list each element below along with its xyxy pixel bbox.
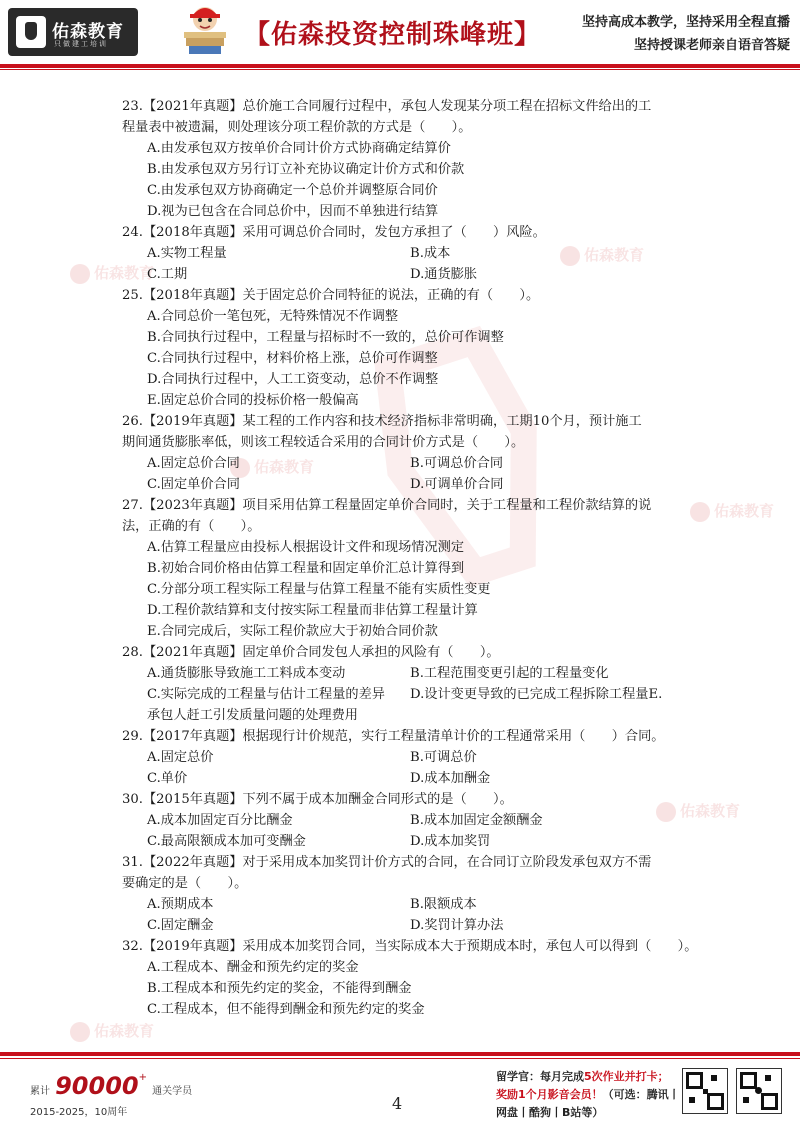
option-item: A.实物工程量: [147, 246, 227, 261]
student-count: [30, 1072, 192, 1100]
option-item: D.工程价款结算和支付按实际工程量而非估算工程量计算: [147, 603, 478, 618]
count-plus: +: [138, 1072, 147, 1083]
promo-line-3: 网盘丨酷狗丨B站等）: [496, 1106, 604, 1119]
page-number: 4: [392, 1094, 403, 1113]
option-item: B.工程成本和预先约定的奖金，不能得到酬金: [147, 981, 412, 996]
option-item: A.合同总价一笔包死，无特殊情况不作调整: [147, 309, 399, 324]
footer-divider: [0, 1052, 800, 1056]
watermark: 佑森教育: [560, 244, 644, 266]
slogan-line-2: 坚持授课老师亲自语音答疑: [633, 38, 790, 53]
option-item: A.估算工程量应由投标人根据设计文件和现场情况测定: [147, 540, 465, 555]
question-stem: 25.【2018年真题】关于固定总价合同特征的说法，正确的有（ ）。: [122, 288, 540, 303]
option-item: C.固定单价合同: [147, 477, 240, 492]
option-item: A.工程成本、酬金和预先约定的奖金: [147, 960, 359, 975]
question-stem: 30.【2015年真题】下列不属于成本加酬金合同形式的是（ ）。: [122, 792, 513, 807]
promo-line-1: 留学官：每月完成5次作业并打卡；: [496, 1070, 669, 1083]
option-item: B.成本: [410, 246, 451, 261]
page-title: 【佑森投资控制珠峰班】: [244, 20, 542, 50]
option-item: A.通货膨胀导致施工工料成本变动: [147, 666, 346, 681]
option-item: D.视为已包含在合同总价中，因而不单独进行结算: [147, 204, 439, 219]
option-item: C.由发承包双方协商确定一个总价并调整原合同价: [147, 183, 438, 198]
option-item: D.通货膨胀: [410, 267, 478, 282]
option-item: D.奖罚计算办法: [410, 918, 504, 933]
option-item: A.固定总价: [147, 750, 214, 765]
watermark: 佑森教育: [230, 456, 314, 478]
option-item: D.可调单价合同: [410, 477, 504, 492]
question-stem: 期间通货膨胀率低，则该工程较适合采用的合同计价方式是（ ）。: [122, 435, 525, 450]
option-item: B.工程范围变更引起的工程量变化: [410, 666, 609, 681]
option-item: B.限额成本: [410, 897, 477, 912]
anniversary-text: 2015-2025，10周年: [30, 1107, 128, 1118]
question-stem: 32.【2019年真题】采用成本加奖罚合同，当实际成本大于预期成本时，承包人可以得到（ ）。: [122, 939, 698, 954]
question-stem: 程量表中被遗漏，则处理该分项工程价款的方式是（ ）。: [122, 120, 472, 135]
count-label: 累计: [30, 1086, 50, 1097]
option-item: C.单价: [147, 771, 188, 786]
slogan-line-1: 坚持高成本教学，坚持采用全程直播: [581, 15, 790, 30]
question-stem: 28.【2021年真题】固定单价合同发包人承担的风险有（ ）。: [122, 645, 500, 660]
watermark: 佑森教育: [690, 500, 774, 522]
option-item: C.固定酬金: [147, 918, 214, 933]
question-stem: 23.【2021年真题】总价施工合同履行过程中，承包人发现某分项工程在招标文件给出的工: [122, 99, 652, 114]
logo-name: 佑森教育: [52, 22, 124, 42]
option-item: C.最高限额成本加可变酬金: [147, 834, 306, 849]
option-item: E.固定总价合同的投标价格一般偏高: [147, 393, 359, 408]
option-item: E.合同完成后，实际工程价款应大于初始合同价款: [147, 624, 438, 639]
question-stem: 24.【2018年真题】采用可调总价合同时，发包方承担了（ ）风险。: [122, 225, 546, 240]
option-item: B.合同执行过程中，工程量与招标时不一致的，总价可作调整: [147, 330, 504, 345]
qr-code-icon: [682, 1068, 728, 1114]
option-item: D.成本加酬金: [410, 771, 491, 786]
option-item: C.工期: [147, 267, 188, 282]
option-item: A.由发承包双方按单价合同计价方式协商确定结算价: [147, 141, 451, 156]
logo-subtitle: 只做建工培训: [54, 40, 108, 48]
footer-divider-thin: [0, 1058, 800, 1059]
watermark: 佑森教育: [70, 262, 154, 284]
option-item: B.可调总价: [410, 750, 477, 765]
option-item: C.实际完成的工程量与估计工程量的差异: [147, 687, 385, 702]
option-item: D.合同执行过程中，人工工资变动，总价不作调整: [147, 372, 439, 387]
question-stem: 31.【2022年真题】对于采用成本加奖罚计价方式的合同，在合同订立阶段发承包双方不需: [122, 855, 652, 870]
option-item: D.成本加奖罚: [410, 834, 491, 849]
promo-line-2: 奖励1个月影音会员！（可选：腾讯丨: [496, 1088, 680, 1101]
count-number: 90000: [55, 1072, 139, 1100]
option-item: B.初始合同价格由估算工程量和固定单价汇总计算得到: [147, 561, 465, 576]
qr-code-icon: [736, 1068, 782, 1114]
option-item: C.分部分项工程实际工程量与估算工程量不能有实质性变更: [147, 582, 491, 597]
question-stem: 29.【2017年真题】根据现行计价规范，实行工程量清单计价的工程通常采用（ ）合同。: [122, 729, 665, 744]
question-stem: 26.【2019年真题】某工程的工作内容和技术经济指标非常明确，工期10个月，预计施工: [122, 414, 642, 429]
option-item: 承包人赶工引发质量问题的处理费用: [147, 708, 358, 723]
count-suffix: 通关学员: [152, 1086, 193, 1097]
option-item: B.可调总价合同: [410, 456, 504, 471]
option-item: A.预期成本: [147, 897, 214, 912]
option-item: C.工程成本，但不能得到酬金和预先约定的奖金: [147, 1002, 425, 1017]
option-item: A.固定总价合同: [147, 456, 240, 471]
option-item: D.设计变更导致的已完成工程拆除工程量E.: [410, 687, 663, 702]
watermark: 佑森教育: [656, 800, 740, 822]
option-item: B.成本加固定金额酬金: [410, 813, 543, 828]
watermark: 佑森教育: [70, 1020, 154, 1042]
option-item: C.合同执行过程中，材料价格上涨，总价可作调整: [147, 351, 438, 366]
question-stem: 27.【2023年真题】项目采用估算工程量固定单价合同时，关于工程量和工程价款结算的说: [122, 498, 652, 513]
question-stem: 法，正确的有（ ）。: [122, 519, 261, 534]
option-item: A.成本加固定百分比酬金: [147, 813, 293, 828]
option-item: B.由发承包双方另行订立补充协议确定计价方式和价款: [147, 162, 465, 177]
question-stem: 要确定的是（ ）。: [122, 876, 248, 891]
